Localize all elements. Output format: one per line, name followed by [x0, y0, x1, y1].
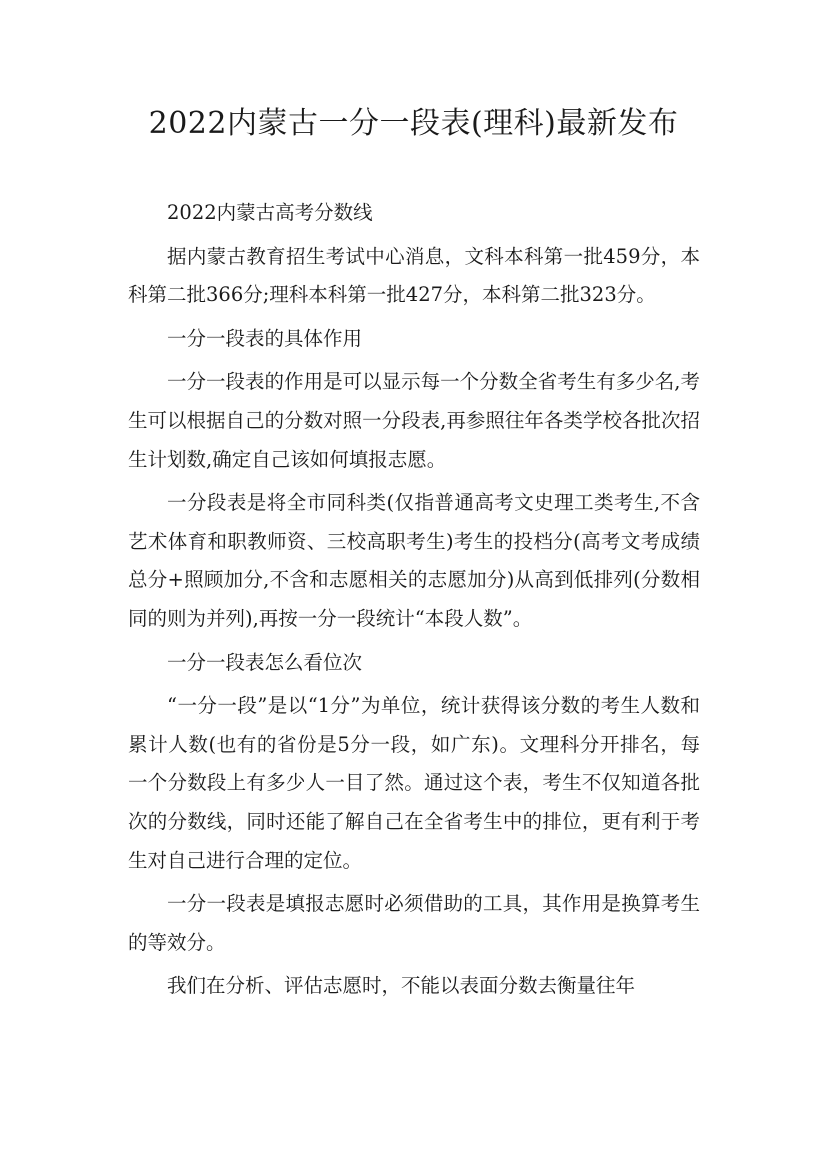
document-title: 2022内蒙古一分一段表(理科)最新发布: [148, 106, 679, 141]
paragraph-purpose-heading: 一分一段表的具体作用: [167, 326, 363, 350]
paragraph-score-lines: 据内蒙古教育招生考试中心消息，文科本科第一批459分，本科第二批366分;理科本科第一批427分，本科第二批323分。: [128, 244, 700, 307]
paragraph-analysis-text: 我们在分析、评估志愿时，不能以表面分数去衡量往年: [167, 974, 636, 998]
paragraph-tool-text: 一分一段表是填报志愿时必须借助的工具，其作用是换算考生的等效分。: [128, 892, 700, 954]
document-body: [128, 194, 700, 1011]
paragraph-ranking-text: “一分一段”是以“1分”为单位，统计获得该分数的考生人数和累计人数(也有的省份是5分一段，如广东)。文理科分开排名，每一个分数段上有多少人一目了然。通过这个表，考生不仅知道各批次的分数线，同时还能了解自己在全省考生中的排位，更有利于考生对自己进行合理的定位。: [128, 694, 700, 872]
paragraph-ranking-heading: 一分一段表怎么看位次: [167, 650, 363, 674]
paragraph-definition-text: 一分段表是将全市同科类(仅指普通高考文史理工类考生,不含艺术体育和职教师资、三校高职考生)考生的投档分(高考文考成绩总分+照顾加分,不含和志愿相关的志愿加分)从高到低排列(分数相同的则为并列),再按一分一段统计“本段人数”。: [128, 491, 700, 630]
paragraph-purpose-text: 一分一段表的作用是可以显示每一个分数全省考生有多少名,考生可以根据自己的分数对照一分段表,再参照往年各类学校各批次招生计划数,确定自己该如何填报志愿。: [128, 370, 700, 471]
paragraph-score-line-heading: 2022内蒙古高考分数线: [167, 201, 373, 224]
